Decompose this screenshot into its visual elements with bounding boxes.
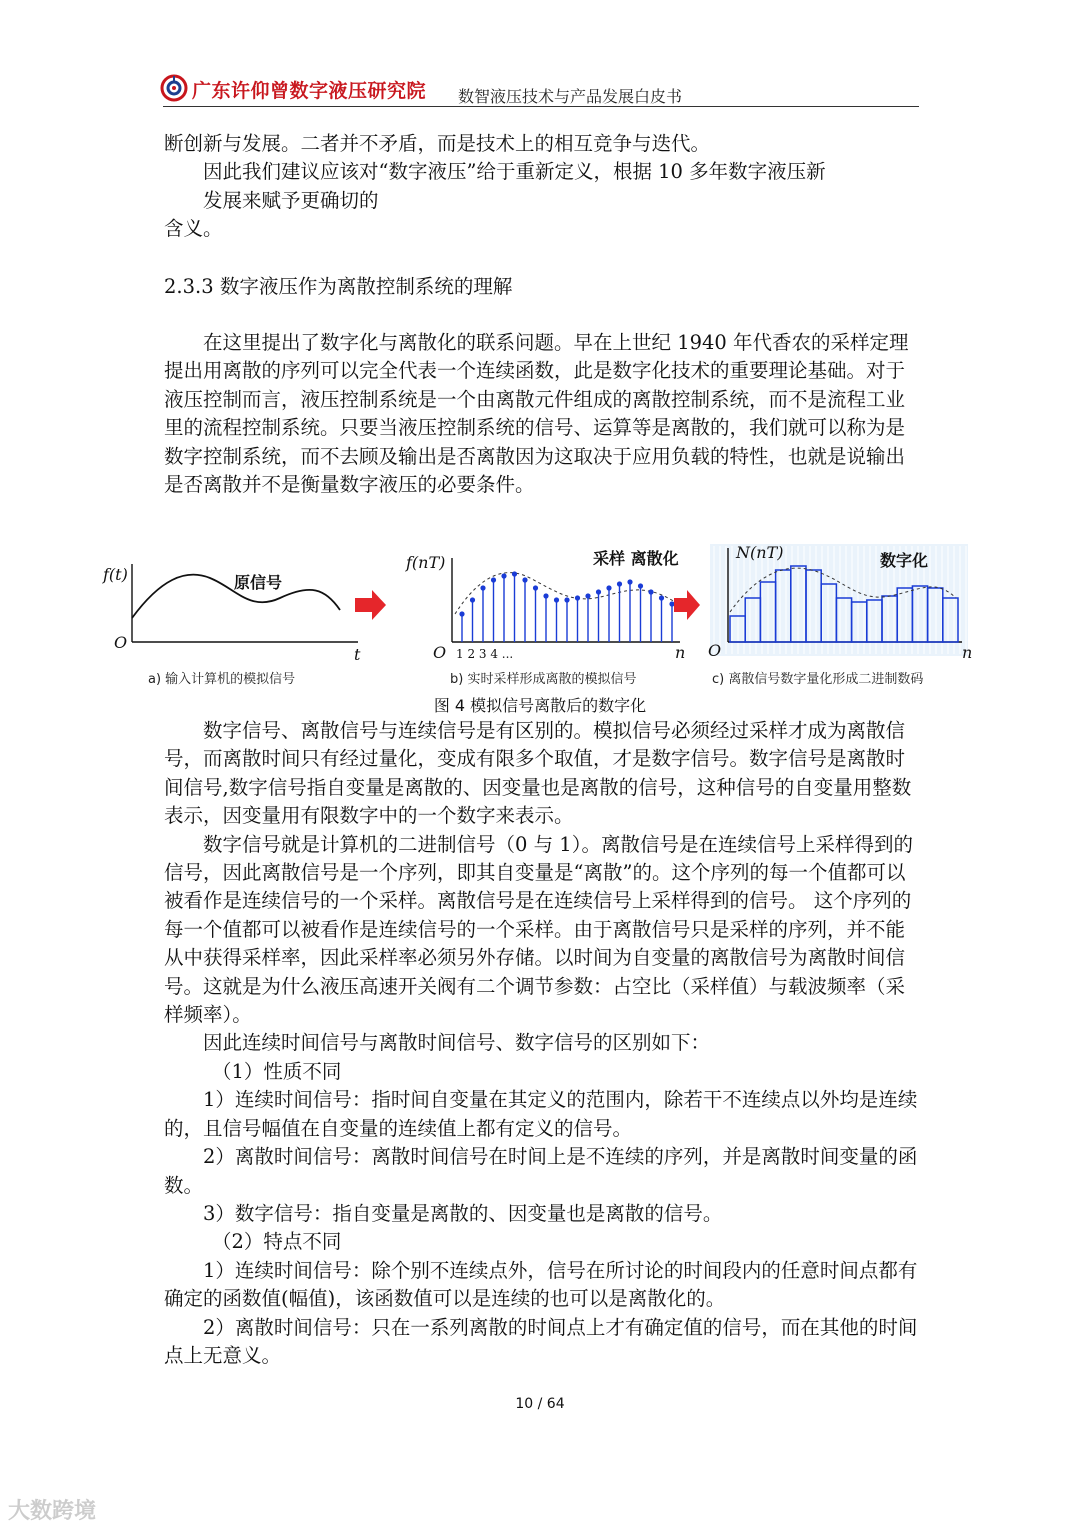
paragraph: （1）性质不同 bbox=[212, 1059, 342, 1083]
sample-point bbox=[638, 583, 643, 588]
paragraph: 含义。 bbox=[164, 217, 223, 241]
sample-point bbox=[617, 581, 622, 586]
b-y-label: f(nT) bbox=[406, 553, 446, 572]
arrow-right-icon bbox=[355, 590, 386, 620]
sample-point bbox=[543, 593, 548, 598]
paragraph: 数字信号、离散信号与连续信号是有区别的。模拟信号必须经过采样才成为离散信号，而离散时间只有经过量化，变成有限多个取值，才是数字信号。数字信号是离散时间信号,数字信号指自变量是离散的、因变量也是离散的信号，这种信号的自变量用整数表示，因变量用有限数字中的一个数字来表示。 bbox=[164, 719, 912, 828]
sample-point bbox=[585, 593, 590, 598]
paragraph: 数字信号就是计算机的二进制信号（0 与 1）。离散信号是在连续信号上采样得到的信号，因此离散信号是一个序列，即其自变量是“离散”的。这个序列的每一个值都可以被看作是连续信号的一个采样。离散信号是在连续信号上采样得到的信号。 这个序列的每一个值都可以被看作是连续信号的一个采样。由于离散信号只是采样的序列，并不能从中获得采样率，因此采样率必须另外存储。以时间为自变量的离散信号为离散时间信号。这就是为什么液压高速开关阀有二个调节参数：占空比（采样值）与载波频率（采样频率）。 bbox=[164, 832, 913, 1027]
envelope-curve bbox=[455, 573, 675, 614]
sample-point bbox=[669, 601, 674, 606]
b-x-label: n bbox=[675, 643, 686, 662]
b-ticks: 1 2 3 4 ... bbox=[456, 647, 514, 661]
arrow-right-icon bbox=[674, 590, 700, 620]
a-signal-label: 原信号 bbox=[234, 573, 283, 592]
sample-point bbox=[480, 585, 485, 590]
text-block-bottom bbox=[164, 717, 920, 1370]
sample-point bbox=[627, 579, 632, 584]
sample-point bbox=[596, 589, 601, 594]
header-divider bbox=[163, 106, 919, 107]
sample-point bbox=[533, 585, 538, 590]
paragraph: （2）特点不同 bbox=[212, 1230, 342, 1254]
figure-caption: 图 4 模拟信号离散后的数字化 bbox=[433, 696, 647, 715]
paragraph: 2）离散时间信号：只在一系列离散的时间点上才有确定值的信号，而在其他的时间点上无意义。 bbox=[164, 1315, 918, 1367]
sample-point bbox=[491, 577, 496, 582]
sample-point bbox=[659, 595, 664, 600]
sample-point bbox=[459, 611, 464, 616]
page-number: 10 / 64 bbox=[515, 1396, 565, 1412]
a-origin: O bbox=[114, 633, 128, 652]
text-block-intro bbox=[164, 329, 920, 499]
paragraph: 发展来赋予更确切的 bbox=[203, 188, 379, 212]
paragraph: 因此连续时间信号与离散时间信号、数字信号的区别如下： bbox=[203, 1031, 711, 1055]
sample-stems bbox=[459, 571, 674, 642]
panel-b-sampled-signal bbox=[405, 549, 685, 687]
sample-point bbox=[470, 597, 475, 602]
c-x-label: n bbox=[962, 643, 973, 662]
paragraph: 因此我们建议应该对“数字液压”给于重新定义，根据 10 多年数字液压新 bbox=[203, 160, 826, 184]
paragraph: 1）连续时间信号：指时间自变量在其定义的范围内，除若干不连续点以外均是连续的，且信号幅值在自变量的连续值上都有定义的信号。 bbox=[164, 1088, 918, 1140]
c-origin: O bbox=[708, 641, 722, 660]
c-caption: c) 离散信号数字量化形成二进制数码 bbox=[712, 672, 924, 687]
institute-logo-icon bbox=[160, 74, 188, 102]
text-block-top bbox=[164, 130, 920, 244]
paragraph: 1）连续时间信号：除个别不连续点外，信号在所讨论的时间段内的任意时间点都有确定的函数值(幅值)，该函数值可以是连续的也可以是离散化的。 bbox=[164, 1258, 918, 1311]
panel-c-digitized-signal bbox=[708, 543, 972, 687]
sample-point bbox=[575, 595, 580, 600]
page-header bbox=[160, 72, 920, 108]
section-heading: 2.3.3 数字液压作为离散控制系统的理解 bbox=[164, 275, 513, 298]
document-title: 数智液压技术与产品发展白皮书 bbox=[458, 87, 683, 106]
paragraph: 在这里提出了数字化与离散化的联系问题。早在上世纪 1940 年代香农的采样定理提出用离散的序列可以完全代表一个连续函数，此是数字化技术的重要理论基础。对于液压控制而言，液压控制系统是一个由离散元件组成的离散控制系统，而不是流程工业里的流程控制系统。只要当液压控制系统的信号、运算等是离散的，我们就可以称为是数字控制系统，而不去顾及输出是否离散因为这取决于应用负载的特性，也就是说输出是否离散并不是衡量数字液压的必要条件。 bbox=[164, 331, 909, 497]
sample-point bbox=[606, 585, 611, 590]
watermark: 大数跨境 bbox=[8, 1499, 97, 1524]
c-signal-label: 数字化 bbox=[880, 551, 929, 570]
sample-point bbox=[554, 597, 559, 602]
sample-point bbox=[564, 597, 569, 602]
figure-4 bbox=[100, 540, 980, 710]
a-y-label: f(t) bbox=[103, 565, 128, 584]
panel-a-analog-signal bbox=[102, 564, 361, 687]
sample-point bbox=[522, 577, 527, 582]
sample-point bbox=[648, 589, 653, 594]
a-x-label: t bbox=[354, 645, 361, 664]
paragraph: 2）离散时间信号：离散时间信号在时间上是不连续的序列，并是离散时间变量的函数。 bbox=[164, 1145, 918, 1197]
paragraph: 3）数字信号：指自变量是离散的、因变量也是离散的信号。 bbox=[203, 1201, 723, 1225]
institute-name: 广东许仰曾数字液压研究院 bbox=[192, 80, 427, 102]
a-caption: a) 输入计算机的模拟信号 bbox=[148, 672, 296, 687]
b-caption: b) 实时采样形成离散的模拟信号 bbox=[450, 672, 637, 687]
paragraph: 断创新与发展。二者并不矛盾，而是技术上的相互竞争与迭代。 bbox=[164, 132, 711, 155]
b-origin: O bbox=[433, 643, 447, 662]
sample-point bbox=[501, 573, 506, 578]
c-y-label: N(nT) bbox=[736, 543, 784, 562]
b-signal-label: 采样 离散化 bbox=[593, 549, 679, 568]
sample-point bbox=[512, 571, 517, 576]
